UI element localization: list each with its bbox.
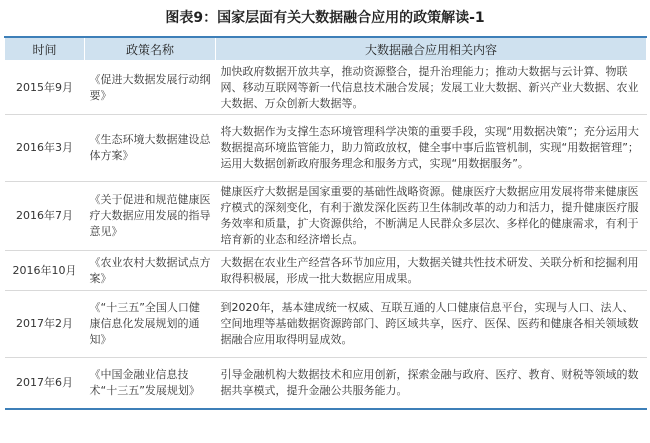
row-content: 健康医疗大数据是国家重要的基础性战略资源。健康医疗大数据应用发展将带来健康医疗模式的深刻变化，有利于激发深化医药卫生体制改革的动力和活力，提升健康医疗服务效率和质量，扩大资源供给，不断满足人民群众多层次、多样化的健康需求，有利于培育新的业态和经济增长点。 [216,182,647,251]
row-time: 2017年6月 [5,358,85,410]
table-row [5,358,647,410]
row-policy: 《“十三五”全国人口健康信息化发展规划的通知》 [85,291,216,358]
row-content: 到2020年，基本建成统一权威、互联互通的人口健康信息平台，实现与人口、法人、空间地理等基础数据资源跨部门、跨区域共享，医疗、医保、医药和健康各相关领域数据融合应用取得明显成效。 [216,291,647,358]
row-policy: 《关于促进和规范健康医疗大数据应用发展的指导意见》 [85,182,216,251]
row-policy: 《农业农村大数据试点方案》 [85,251,216,291]
table-row [5,115,647,182]
header-time: 时间 [5,37,85,61]
row-content: 大数据在农业生产经营各环节加应用，大数据关键共性技术研发、关联分析和挖掘利用取得积极展，形成一批大数据应用成果。 [216,251,647,291]
table-row [5,61,647,115]
policy-table [4,36,647,410]
row-content: 引导金融机构大数据技术和应用创新，探索金融与政府、医疗、教育、财税等领域的数据共享模式，提升金融公共服务能力。 [216,358,647,410]
row-policy: 《生态环境大数据建设总体方案》 [85,115,216,182]
row-content: 将大数据作为支撑生态环境管理科学决策的重要手段，实现“用数据决策”；充分运用大数据提高环境监管能力，助力简政放权，健全事中事后监管机制，实现“用数据管理”；运用大数据创新政府服务理念和服务方式，实现“用数据服务”。 [216,115,647,182]
figure-title: 图表9：国家层面有关大数据融合应用的政策解读-1 [165,10,485,26]
row-policy: 《中国金融业信息技术“十三五”发展规划》 [85,358,216,410]
table-row [5,291,647,358]
row-time: 2015年9月 [5,61,85,115]
row-content: 加快政府数据开放共享，推动资源整合，提升治理能力；推动大数据与云计算、物联网、移动互联网等新一代信息技术融合发展；发展工业大数据、新兴产业大数据、农业大数据、万众创新大数据等。 [216,61,647,115]
row-time: 2016年10月 [5,251,85,291]
header-policy-name: 政策名称 [85,37,216,61]
header-content: 大数据融合应用相关内容 [216,37,647,61]
row-policy: 《促进大数据发展行动纲要》 [85,61,216,115]
row-time: 2016年7月 [5,182,85,251]
table-header-row [5,37,647,61]
row-time: 2017年2月 [5,291,85,358]
row-time: 2016年3月 [5,115,85,182]
table-row [5,182,647,251]
table-row [5,251,647,291]
